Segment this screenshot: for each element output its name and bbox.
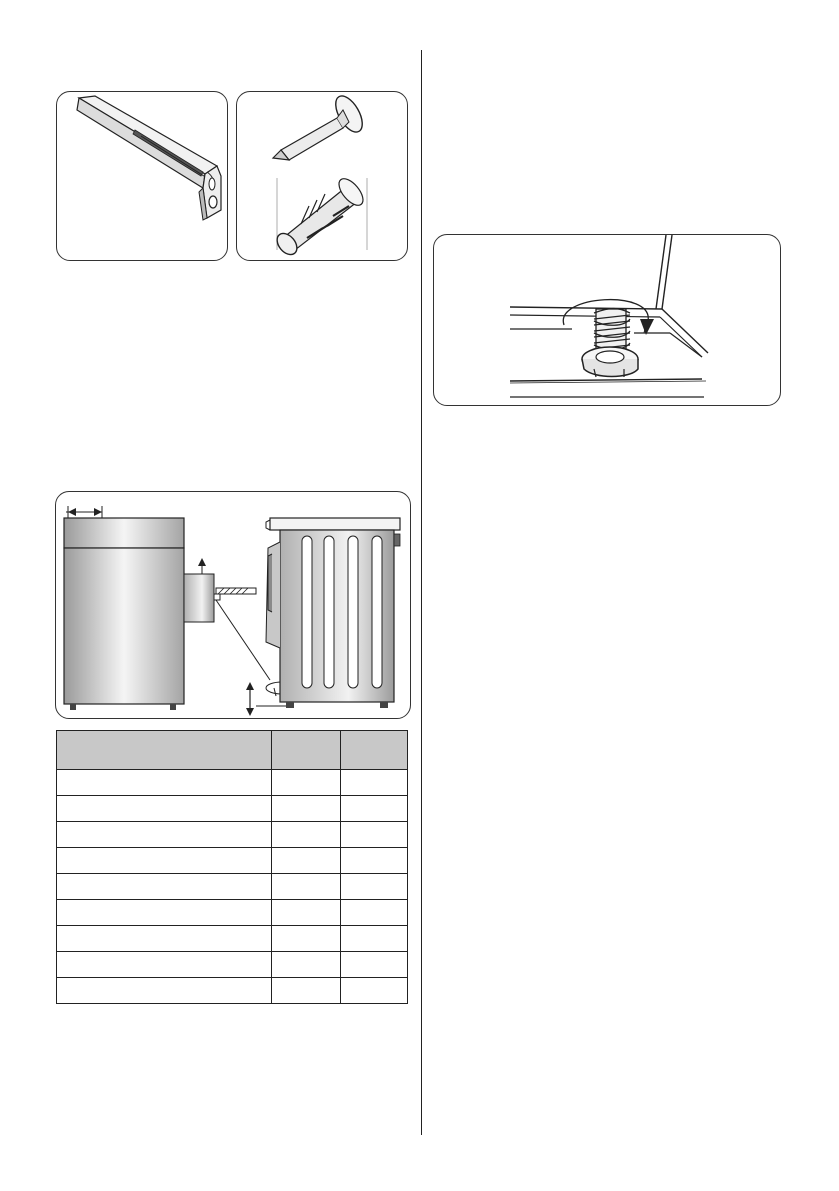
table-header-cell	[57, 731, 272, 770]
appliance-levelling-icon	[56, 492, 410, 718]
table-cell	[272, 952, 341, 978]
wall-bracket-figure	[56, 91, 228, 261]
table-row	[57, 874, 408, 900]
screw-icon	[273, 92, 368, 160]
table-cell	[272, 848, 341, 874]
table-cell	[57, 848, 272, 874]
table-header-row	[57, 731, 408, 770]
table-cell	[341, 978, 408, 1004]
wall-plug-icon	[273, 175, 367, 259]
adjustable-foot-icon	[434, 235, 780, 405]
table-row	[57, 796, 408, 822]
table-cell	[272, 874, 341, 900]
table-cell	[272, 926, 341, 952]
table-cell	[57, 796, 272, 822]
table-cell	[341, 848, 408, 874]
table-cell	[57, 900, 272, 926]
table-cell	[341, 770, 408, 796]
table-cell	[57, 770, 272, 796]
table-row	[57, 848, 408, 874]
table-row	[57, 978, 408, 1004]
fasteners-figure	[236, 91, 408, 261]
table-cell	[272, 900, 341, 926]
table-header-cell	[272, 731, 341, 770]
table-row	[57, 926, 408, 952]
table-cell	[272, 978, 341, 1004]
table-cell	[57, 874, 272, 900]
table-cell	[57, 978, 272, 1004]
table-cell	[57, 926, 272, 952]
table-row	[57, 952, 408, 978]
wall-bracket-icon	[57, 92, 227, 260]
table-cell	[272, 822, 341, 848]
appliance-levelling-figure	[55, 491, 411, 719]
table-cell	[272, 796, 341, 822]
table-cell	[341, 900, 408, 926]
table-cell	[341, 926, 408, 952]
table-row	[57, 900, 408, 926]
adjustable-foot-figure	[433, 234, 781, 406]
table-cell	[341, 874, 408, 900]
table-cell	[341, 952, 408, 978]
table-cell	[272, 770, 341, 796]
specification-table	[56, 730, 408, 1004]
column-divider	[421, 50, 422, 1135]
table-row	[57, 822, 408, 848]
table-cell	[341, 822, 408, 848]
table-cell	[341, 796, 408, 822]
table-cell	[57, 952, 272, 978]
table-row	[57, 770, 408, 796]
table-cell	[57, 822, 272, 848]
table-header-cell	[341, 731, 408, 770]
